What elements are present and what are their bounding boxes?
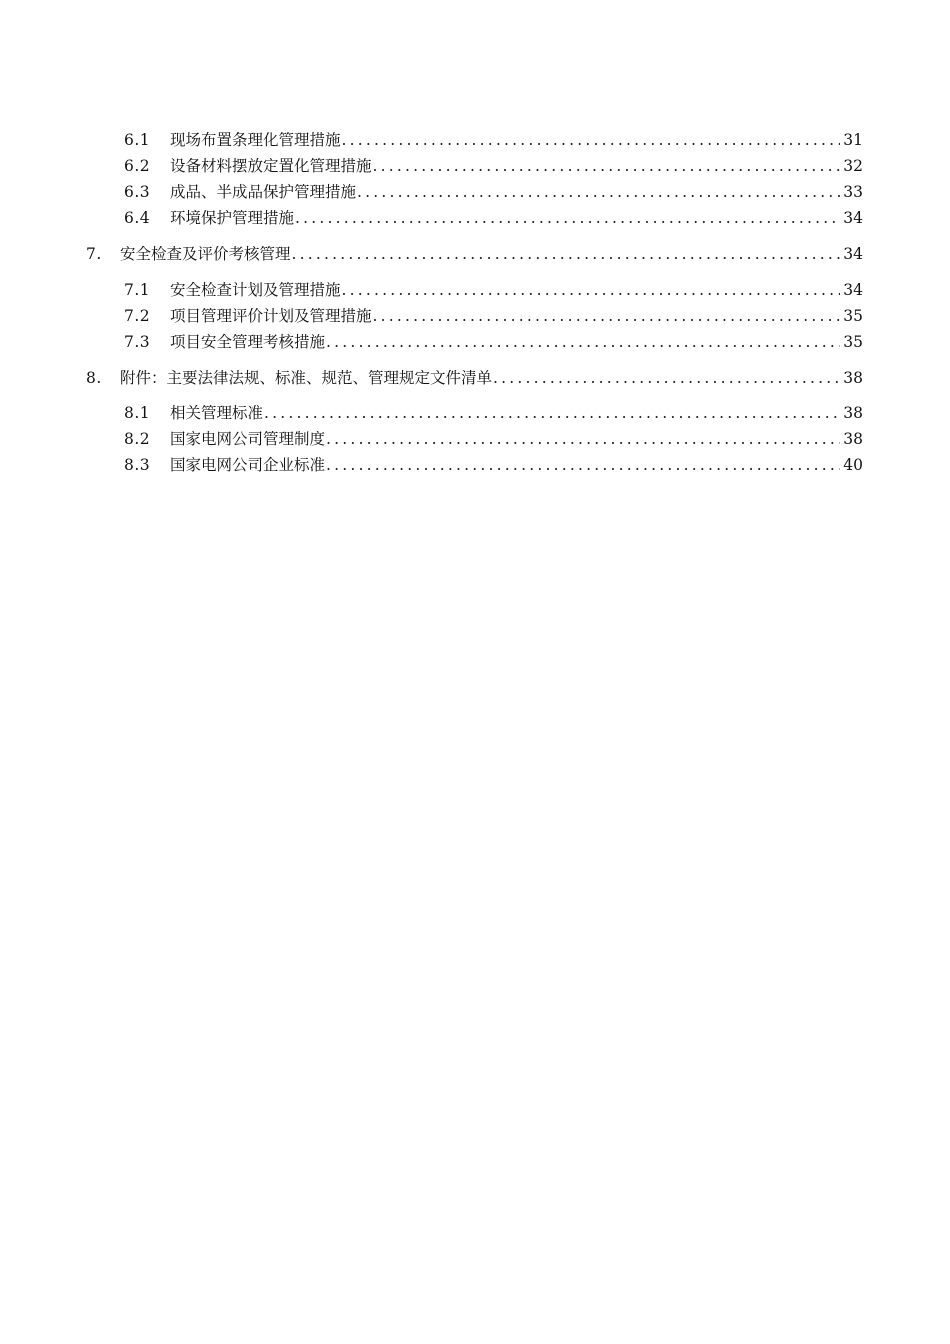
toc-title: 附件：主要法律法规、标准、规范、管理规定文件清单 <box>120 369 493 387</box>
dot-leader <box>295 208 840 228</box>
toc-title: 项目管理评价计划及管理措施 <box>170 307 372 325</box>
toc-title: 成品、半成品保护管理措施 <box>170 183 357 201</box>
toc-title: 环境保护管理措施 <box>170 209 295 227</box>
toc-page-number: 34 <box>843 209 863 227</box>
toc-page-number: 38 <box>843 430 863 448</box>
dot-leader <box>292 244 840 264</box>
toc-entry-6-4[interactable] <box>124 208 863 228</box>
dot-leader <box>493 368 840 388</box>
toc-page-number: 35 <box>843 333 863 351</box>
toc-entry-6-3[interactable] <box>124 182 863 202</box>
toc-number: 7.1 <box>124 281 151 299</box>
toc-page-number: 35 <box>843 307 863 325</box>
toc-number: 8. <box>86 369 102 387</box>
toc-page-number: 31 <box>843 131 863 149</box>
toc-page-number: 34 <box>843 245 863 263</box>
toc-number: 8.3 <box>124 456 151 474</box>
toc-page-number: 38 <box>843 404 863 422</box>
toc-entry-7-2[interactable] <box>124 306 863 326</box>
toc-page-number: 33 <box>843 183 863 201</box>
dot-leader <box>342 280 840 300</box>
toc-entry-8-1[interactable] <box>124 403 863 423</box>
toc-entry-7-3[interactable] <box>124 332 863 352</box>
toc-title: 设备材料摆放定置化管理措施 <box>170 157 372 175</box>
toc-entry-8-2[interactable] <box>124 429 863 449</box>
toc-title: 相关管理标准 <box>170 404 264 422</box>
toc-number: 7. <box>86 245 102 263</box>
toc-title: 国家电网公司企业标准 <box>170 456 326 474</box>
toc-entry-6-1[interactable] <box>124 130 863 150</box>
toc-entry-7-1[interactable] <box>124 280 863 300</box>
toc-entry-6-2[interactable] <box>124 156 863 176</box>
dot-leader <box>326 429 840 449</box>
toc-entry-8[interactable] <box>86 368 863 388</box>
toc-number: 6.1 <box>124 131 151 149</box>
dot-leader <box>264 403 840 423</box>
toc-title: 国家电网公司管理制度 <box>170 430 326 448</box>
toc-entry-8-3[interactable] <box>124 455 863 475</box>
toc-entry-7[interactable] <box>86 244 863 264</box>
dot-leader <box>357 182 840 202</box>
dot-leader <box>373 306 840 326</box>
dot-leader <box>342 130 840 150</box>
toc-number: 6.2 <box>124 157 151 175</box>
toc-title: 安全检查及评价考核管理 <box>120 245 291 263</box>
toc-page-number: 38 <box>843 369 863 387</box>
toc-page-number: 40 <box>843 456 863 474</box>
toc-title: 项目安全管理考核措施 <box>170 333 326 351</box>
toc-number: 7.3 <box>124 333 151 351</box>
toc-page-number: 32 <box>843 157 863 175</box>
dot-leader <box>373 156 840 176</box>
toc-title: 现场布置条理化管理措施 <box>170 131 341 149</box>
toc-number: 8.1 <box>124 404 151 422</box>
toc-number: 6.3 <box>124 183 151 201</box>
toc-title: 安全检查计划及管理措施 <box>170 281 341 299</box>
dot-leader <box>326 332 840 352</box>
toc-number: 6.4 <box>124 209 151 227</box>
toc-number: 8.2 <box>124 430 151 448</box>
toc-page-number: 34 <box>843 281 863 299</box>
dot-leader <box>326 455 840 475</box>
toc-number: 7.2 <box>124 307 151 325</box>
